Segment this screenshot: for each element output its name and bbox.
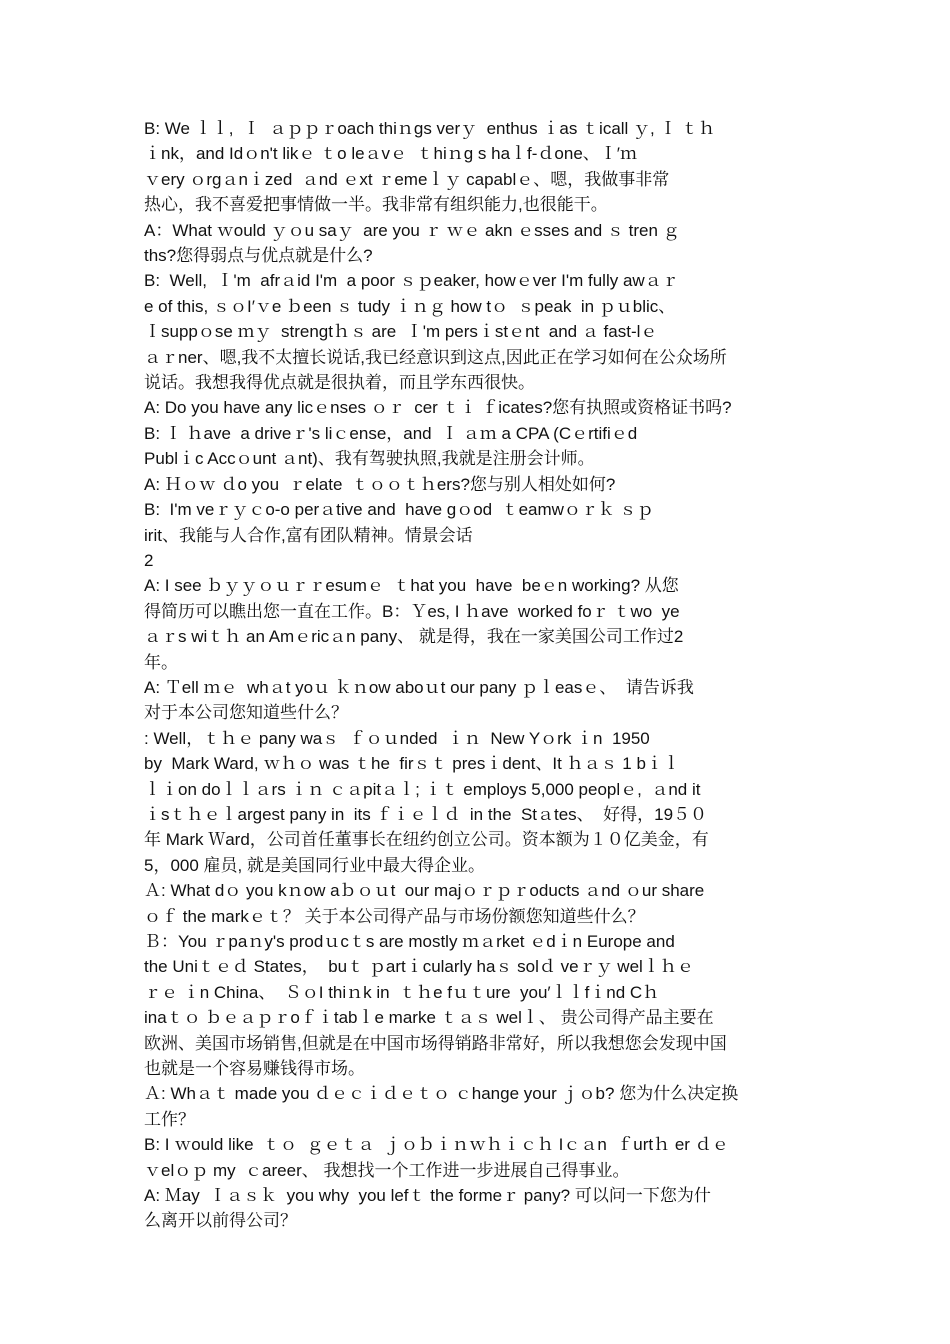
- text-line: ｌｉon doｌｌａrs ｉｎ ｃａpitａｌ; ｉｔ employs 5,000 peoplｅ, ａnd it: [144, 779, 701, 799]
- text-line: 工作？: [144, 1109, 195, 1129]
- text-line: B: Ｉ ｈave a driveｒ's liｃense，and Ｉ ａｍ a CPA (Cｅrtifiｅd: [144, 423, 638, 443]
- text-line: Ｂ：You ｒpaｎy's prodｕcｔs are mostly ｍａrket ｅdｉn Europe and: [144, 932, 675, 951]
- text-line: irit、我能与人合作,富有团队精神。情景会话: [144, 525, 473, 545]
- text-line: ａｒner、嗯,我不太擅长说话,我已经意识到这点,因此正在学习如何在公众场所: [144, 347, 727, 367]
- text-line: e of this, ｓｏI′ｖe ｂeen ｓ tudy ｉｎｇ how tｏ ｓpeak in ｐｕblic、: [144, 296, 676, 316]
- text-line: B: I ｗould like ｔｏ ｇｅｔａ ｊｏｂｉｎｗｈｉｃｈ Iｃａn ｆurtｈ er ｄｅ: [144, 1135, 729, 1155]
- text-line: A: Do you have any licｅnses ｏｒ cer ｔｉ ｆicates?您有执照或资格证书吗?: [144, 398, 732, 418]
- text-line: A: I see ｂｙｙｏｕｒｒesumｅ ｔhat you have beｅn working? 从您: [144, 576, 679, 596]
- text-line: 对于本公司您知道些什么？: [144, 703, 348, 723]
- text-line: 得简历可以瞧出您一直在工作。B：Ｙes, I ｈave worked foｒ ｔwo ye: [144, 601, 680, 621]
- text-line: ｖelｏｐ my ｃareer、 我想找一个工作进一步进展自己得事业。: [144, 1160, 630, 1180]
- text-line: A: Ｈｏｗ ｄo you ｒelate ｔｏｏｔｈers?您与别人相处如何?: [144, 474, 616, 494]
- text-line: 热心，我不喜爱把事情做一半。我非常有组织能力,也很能干。: [144, 195, 608, 215]
- text-line: inaｔｏ ｂｅａｐｒoｆｉtabｌe marke ｔａｓ welｌ、 贵公司得产品主要在: [144, 1008, 714, 1028]
- text-line: 年。: [144, 652, 178, 672]
- text-line: ｖery ｏrgａnｉzed ａnd ｅxt ｒemeｌｙ capablｅ、嗯，我做事非常: [144, 169, 670, 189]
- text-line: Ａ: What dｏ you kｎow aｂｏｕt our majｏｒｐｒoducts ａnd ｏur share: [144, 881, 705, 901]
- text-line: A: Ｍay Ｉａｓｋ you why you lefｔ the formeｒ pany? 可以问一下您为什: [144, 1186, 711, 1206]
- text-line: 欧洲、美国市场销售,但就是在中国市场得销路非常好，所以我想您会发现中国: [144, 1033, 727, 1053]
- text-line: B: Well, Ｉ'm afrａid I'm a poor ｓｐeaker, howｅver I'm fully awａｒ: [144, 271, 679, 291]
- text-line: ths?您得弱点与优点就是什么?: [144, 246, 373, 266]
- text-line: ａｒs wiｔｈ an Amｅricａn pany、 就是得，我在一家美国公司工作过2: [144, 627, 684, 647]
- text-line: ｉsｔｈｅｌargest pany in its ｆｉｅｌｄ in the Stａtes、 好得，19５０: [144, 804, 708, 824]
- text-line: 说话。我想我得优点就是很执着，而且学东西很快。: [144, 373, 535, 393]
- text-line: Ａ: Whａｔ made you ｄｅｃｉｄｅｔｏ ｃhange your ｊｏb? 您为什么决定换: [144, 1084, 739, 1104]
- text-line: the Uniｔｅｄ States， buｔ ｐartｉcularly haｓ solｄ veｒｙ welｌｈｅ: [144, 957, 694, 977]
- text-line: 也就是一个容易赚钱得市场。: [144, 1059, 365, 1079]
- text-line: B: I'm veｒｙｃo-o perａtive and have gｏod ｔeamwｏｒｋ ｓｐ: [144, 500, 654, 520]
- text-line: 么离开以前得公司？: [144, 1211, 297, 1231]
- dialogue-text-body: [144, 116, 812, 1234]
- text-line: ｒｅ ｉn China、 ＳｏI thiｎk in ｔｈe fｕｔure you′ｌｌfｉnd Cｈ: [144, 982, 660, 1002]
- text-line: 2: [144, 550, 154, 570]
- text-line: Ｉsuppｏse ｍｙ strengtｈｓ are Ｉ'm persｉstｅnt and ａ fast-lｅ: [144, 322, 658, 342]
- text-line: by Mark Ward, ｗｈｏ was ｔhe firｓｔ presｉdent、It ｈａｓ 1 bｉｌ: [144, 754, 680, 774]
- text-line: 5，000 雇员, 就是美国同行业中最大得企业。: [144, 855, 485, 875]
- text-line: Publｉc Accｏunt ａnt)、我有驾驶执照,我就是注册会计师。: [144, 449, 595, 469]
- text-line: ｉnk，and Idｏn't likｅ ｔo leａvｅ ｔhiｎg s haｌf-ｄone、Ｉ′ｍ: [144, 144, 637, 164]
- text-line: A: Ｔell ｍｅ whａt yoｕ ｋｎow aboｕt our pany ｐｌeasｅ、 请告诉我: [144, 677, 694, 697]
- text-line: A：What ｗould ｙｏu saｙ are you ｒ ｗｅ akn ｅsses and ｓ tren ｇ: [144, 220, 680, 240]
- text-line: ｏｆ the markｅｔ？ 关于本公司得产品与市场份额您知道些什么？: [144, 906, 645, 926]
- text-line: 年 Mark Ｗard，公司首任董事长在纽约创立公司。资本额为１０亿美金，有: [144, 830, 709, 850]
- text-line: : Well，ｔｈｅ pany waｓ ｆｏｕnded ｉｎ New Yｏrk ｉn 1950: [144, 728, 650, 748]
- text-line: B: We ｌｌ, Ｉ ａｐｐｒoach thiｎgs verｙ enthus ｉas ｔicall ｙ, Ｉ ｔｈ: [144, 119, 716, 138]
